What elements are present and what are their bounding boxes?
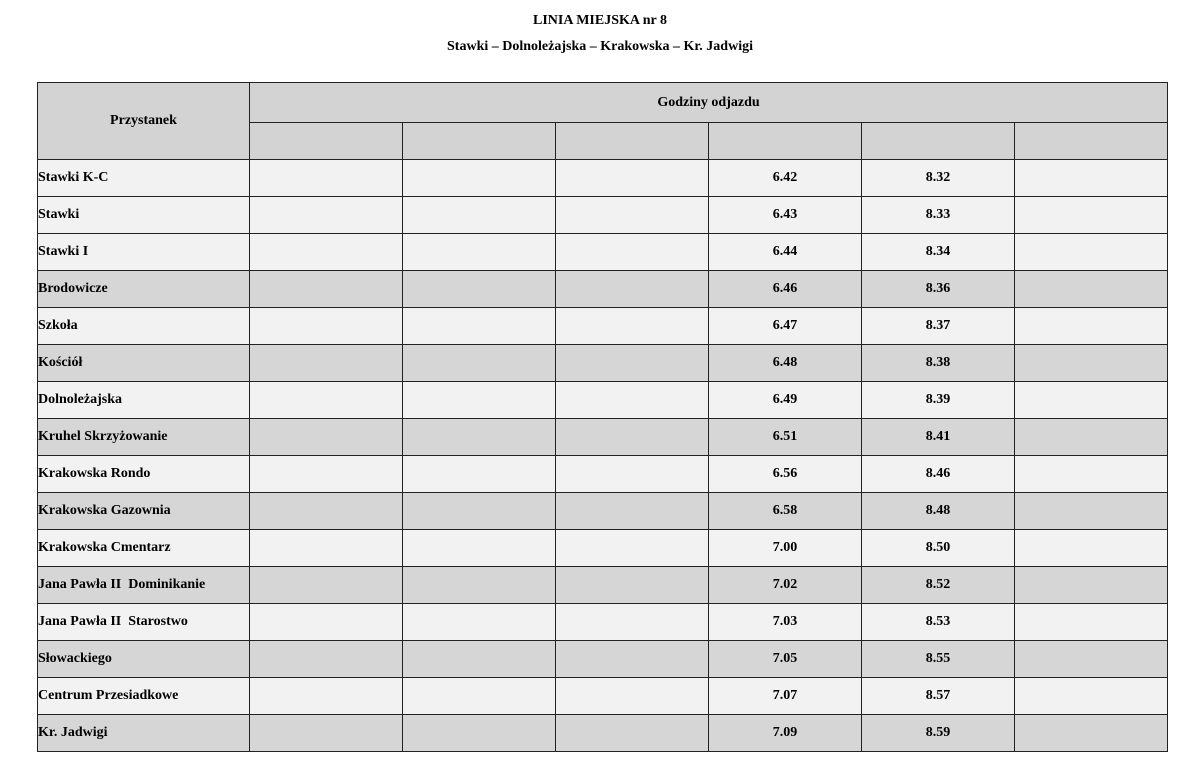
departure-time-cell [403, 567, 556, 604]
stop-name: Krakowska Rondo [38, 456, 250, 493]
departure-time-cell [250, 271, 403, 308]
departure-time-cell: 8.37 [862, 308, 1015, 345]
departure-time-cell [250, 715, 403, 752]
departure-time-cell [403, 197, 556, 234]
departure-time-cell: 6.48 [709, 345, 862, 382]
departure-time-cell [250, 604, 403, 641]
departure-time-cell [1015, 678, 1168, 715]
departure-time-cell [556, 197, 709, 234]
departure-time-cell: 7.07 [709, 678, 862, 715]
departure-time-cell [556, 160, 709, 197]
table-row [38, 567, 1168, 604]
departure-time-cell: 6.56 [709, 456, 862, 493]
departure-time-cell [403, 419, 556, 456]
table-row [38, 641, 1168, 678]
stop-name: Stawki I [38, 234, 250, 271]
table-row [38, 197, 1168, 234]
departure-time-cell [556, 271, 709, 308]
stop-name: Stawki K-C [38, 160, 250, 197]
departure-time-cell: 8.48 [862, 493, 1015, 530]
table-row [38, 456, 1168, 493]
route-subtitle: Stawki – Dolnoleżajska – Krakowska – Kr. Jadwigi [447, 39, 753, 54]
departure-time-cell: 8.59 [862, 715, 1015, 752]
timetable-body [38, 160, 1168, 752]
departure-time-cell [250, 641, 403, 678]
time-subheader-1 [250, 123, 403, 160]
departure-time-cell [403, 641, 556, 678]
table-row [38, 493, 1168, 530]
departure-time-cell [250, 197, 403, 234]
departure-time-cell: 7.00 [709, 530, 862, 567]
departure-time-cell: 8.34 [862, 234, 1015, 271]
departure-time-cell [250, 493, 403, 530]
departure-time-cell [1015, 530, 1168, 567]
departure-time-cell [1015, 641, 1168, 678]
departure-time-cell [556, 234, 709, 271]
departure-time-cell [403, 530, 556, 567]
departure-time-cell: 8.38 [862, 345, 1015, 382]
departure-time-cell [556, 678, 709, 715]
stop-name: Dolnoleżajska [38, 382, 250, 419]
stop-name: Centrum Przesiadkowe [38, 678, 250, 715]
departure-time-cell [250, 530, 403, 567]
departure-time-cell: 6.42 [709, 160, 862, 197]
departure-time-cell [403, 715, 556, 752]
departure-time-cell [1015, 493, 1168, 530]
departure-time-cell [1015, 715, 1168, 752]
table-row [38, 234, 1168, 271]
time-subheader-6 [1015, 123, 1168, 160]
departure-time-cell [403, 604, 556, 641]
departure-time-cell [556, 715, 709, 752]
departure-time-cell: 7.09 [709, 715, 862, 752]
departure-time-cell [403, 678, 556, 715]
departure-time-cell: 6.47 [709, 308, 862, 345]
timetable [37, 82, 1168, 752]
departure-time-cell [250, 419, 403, 456]
departure-time-cell [556, 567, 709, 604]
departure-time-cell [1015, 382, 1168, 419]
departure-time-cell [403, 345, 556, 382]
departure-time-cell: 8.46 [862, 456, 1015, 493]
departure-time-cell [403, 308, 556, 345]
departure-time-cell: 7.02 [709, 567, 862, 604]
time-subheader-2 [403, 123, 556, 160]
departure-time-cell [1015, 308, 1168, 345]
stop-name: Krakowska Gazownia [38, 493, 250, 530]
departure-time-cell: 6.49 [709, 382, 862, 419]
table-row [38, 345, 1168, 382]
departure-time-cell [1015, 234, 1168, 271]
departure-time-cell: 6.43 [709, 197, 862, 234]
departure-time-cell [1015, 197, 1168, 234]
stop-name: Krakowska Cmentarz [38, 530, 250, 567]
departure-time-cell: 8.41 [862, 419, 1015, 456]
time-subheader-5 [862, 123, 1015, 160]
table-row [38, 308, 1168, 345]
stop-name: Kościół [38, 345, 250, 382]
departure-time-cell: 7.05 [709, 641, 862, 678]
table-row [38, 271, 1168, 308]
departure-time-cell: 8.36 [862, 271, 1015, 308]
departure-time-cell [403, 493, 556, 530]
departure-time-cell: 6.44 [709, 234, 862, 271]
departure-times-header: Godziny odjazdu [250, 83, 1168, 123]
departure-time-cell [403, 271, 556, 308]
stop-name: Kr. Jadwigi [38, 715, 250, 752]
table-row [38, 715, 1168, 752]
departure-time-cell [250, 345, 403, 382]
departure-time-cell [556, 308, 709, 345]
departure-time-cell [403, 160, 556, 197]
departure-time-cell [250, 678, 403, 715]
departure-time-cell [556, 382, 709, 419]
departure-time-cell [556, 345, 709, 382]
table-row [38, 160, 1168, 197]
table-row [38, 604, 1168, 641]
departure-time-cell [1015, 456, 1168, 493]
departure-time-cell: 6.58 [709, 493, 862, 530]
departure-time-cell [403, 456, 556, 493]
stop-name: Jana Pawła II Starostwo [38, 604, 250, 641]
departure-time-cell [1015, 567, 1168, 604]
time-subheader-4 [709, 123, 862, 160]
departure-time-cell: 8.50 [862, 530, 1015, 567]
departure-time-cell [556, 493, 709, 530]
stop-name: Słowackiego [38, 641, 250, 678]
departure-time-cell [403, 234, 556, 271]
departure-time-cell [250, 456, 403, 493]
table-row [38, 382, 1168, 419]
departure-time-cell [556, 456, 709, 493]
time-subheader-3 [556, 123, 709, 160]
stop-name: Kruhel Skrzyżowanie [38, 419, 250, 456]
departure-time-cell [1015, 604, 1168, 641]
departure-time-cell [250, 308, 403, 345]
departure-time-cell: 8.57 [862, 678, 1015, 715]
page-title: LINIA MIEJSKA nr 8 [533, 13, 667, 28]
stop-column-header: Przystanek [38, 83, 250, 160]
departure-time-cell: 8.55 [862, 641, 1015, 678]
departure-time-cell [250, 382, 403, 419]
departure-time-cell [1015, 160, 1168, 197]
departure-time-cell [403, 382, 556, 419]
departure-time-cell [250, 234, 403, 271]
stop-name: Brodowicze [38, 271, 250, 308]
departure-time-cell [250, 567, 403, 604]
departure-time-cell: 7.03 [709, 604, 862, 641]
departure-time-cell [556, 419, 709, 456]
departure-time-cell [556, 530, 709, 567]
departure-time-cell: 6.46 [709, 271, 862, 308]
departure-time-cell [556, 604, 709, 641]
departure-time-cell [1015, 419, 1168, 456]
departure-time-cell: 8.53 [862, 604, 1015, 641]
table-row [38, 678, 1168, 715]
departure-time-cell [1015, 271, 1168, 308]
stop-name: Szkoła [38, 308, 250, 345]
departure-time-cell: 8.52 [862, 567, 1015, 604]
departure-time-cell: 8.39 [862, 382, 1015, 419]
departure-time-cell [556, 641, 709, 678]
table-row [38, 419, 1168, 456]
table-row [38, 530, 1168, 567]
departure-time-cell [1015, 345, 1168, 382]
departure-time-cell [250, 160, 403, 197]
departure-time-cell: 8.32 [862, 160, 1015, 197]
departure-time-cell: 8.33 [862, 197, 1015, 234]
departure-time-cell: 6.51 [709, 419, 862, 456]
stop-name: Jana Pawła II Dominikanie [38, 567, 250, 604]
stop-name: Stawki [38, 197, 250, 234]
